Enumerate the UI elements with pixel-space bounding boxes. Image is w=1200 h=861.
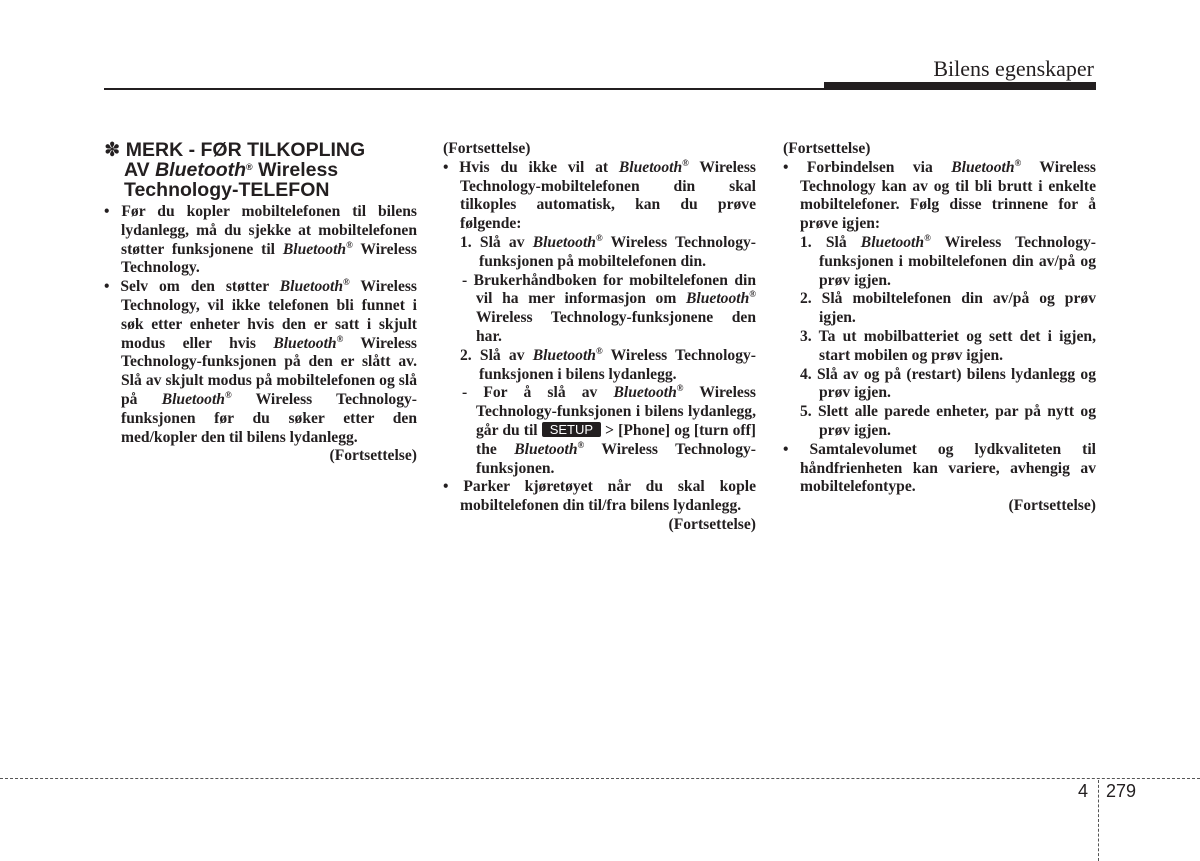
chapter-number: 4	[1078, 781, 1089, 801]
setup-key-icon: SETUP	[542, 422, 601, 437]
heading-av: AV	[124, 159, 156, 181]
col3-step-4: 4. Slå av og på (restart) bilens lydanlegg og prøv igjen.	[800, 365, 1096, 402]
section-title: Bilens egenskaper	[933, 56, 1094, 81]
col2-dash-1: - Brukerhåndboken for mobiltelefonen din vil ha mer informasjon om Bluetooth® Wireless Technology-funksjonene den har.	[462, 271, 756, 345]
col3-step-1: 1. Slå Bluetooth® Wireless Technology-funksjonen i mobiltelefonen din av/på og prøv igjen.	[800, 232, 1096, 289]
col1-bullet-2: • Selv om den støtter Bluetooth® Wireless Technology, vil ikke telefonen bli funnet i søk etter enheter hvis den er satt i skjult modus eller hvis Bluetooth® Wireless Technology-funksjonen på den er slått av. Slå av skjult modus på mobiltelefonen og slå på Bluetooth® Wireless Technology-funksjonen før du søker etter den med/kopler den til bilens lydanlegg.	[104, 277, 418, 446]
column-3	[783, 140, 1096, 516]
col3-bullet-2: • Samtalevolumet og lydkvaliteten til håndfrienheten kan variere, avhengig av mobiltelefontype.	[783, 440, 1096, 496]
note-heading	[104, 140, 417, 200]
column-2	[443, 140, 756, 535]
col3-continued-top: (Fortsettelse)	[783, 140, 871, 157]
col1-continued: (Fortsettelse)	[329, 447, 417, 465]
page-number: 279	[1106, 781, 1137, 801]
registered-mark: ®	[246, 162, 253, 172]
col3-step-2: 2. Slå mobiltelefonen din av/på og prøv igjen.	[800, 290, 1096, 327]
heading-bluetooth: Bluetooth	[155, 159, 247, 181]
col2-bullet-1: • Hvis du ikke vil at Bluetooth® Wireless Technology-mobiltelefonen din skal tilkoples automatisk, kan du prøve følgende:	[443, 157, 756, 233]
col2-continued-top: (Fortsettelse)	[443, 140, 531, 157]
header-rule	[104, 88, 824, 90]
note-heading-line2	[104, 160, 417, 180]
column-1	[104, 140, 417, 466]
col3-step-5: 5. Slett alle parede enheter, par på nytt og prøv igjen.	[800, 403, 1096, 439]
footer-vertical-rule	[1098, 780, 1099, 861]
col1-bullet-1: • Før du kopler mobiltelefonen til bilens lydanlegg, må du sjekke at mobiltelefonen støtter funksjonene til Bluetooth® Wireless Technology.	[104, 203, 417, 277]
col3-continued: (Fortsettelse)	[1008, 497, 1096, 515]
col3-step-3: 3. Ta ut mobilbatteriet og sett det i igjen, start mobilen og prøv igjen.	[800, 327, 1096, 364]
col3-bullet-1: • Forbindelsen via Bluetooth® Wireless Technology kan av og til bli brutt i enkelte mobiltelefoner. Følg disse trinnene for å prøve igjen:	[783, 157, 1096, 233]
heading-wireless: Wireless	[252, 159, 339, 181]
footer-dashed-rule	[0, 778, 1200, 779]
note-heading-line3: Technology-TELEFON	[124, 179, 330, 201]
col2-bullet-2: • Parker kjøretøyet når du skal kople mobiltelefonen din til/fra bilens lydanlegg.	[443, 478, 756, 515]
col2-step-2: 2. Slå av Bluetooth® Wireless Technology-funksjonen i bilens lydanlegg.	[460, 345, 756, 383]
col2-dash-2: - For å slå av Bluetooth® Wireless Technology-funksjonen i bilens lydanlegg, går du til SETUP > [Phone] og [turn off] the Bluetooth® Wireless Technology-funksjonen.	[462, 383, 757, 477]
col2-step-1: 1. Slå av Bluetooth® Wireless Technology-funksjonen på mobiltelefonen din.	[460, 232, 756, 270]
header-rule-thick	[824, 82, 1096, 90]
note-heading-line1: ✽ MERK - FØR TILKOPLING	[104, 139, 366, 161]
col2-continued: (Fortsettelse)	[668, 515, 756, 533]
